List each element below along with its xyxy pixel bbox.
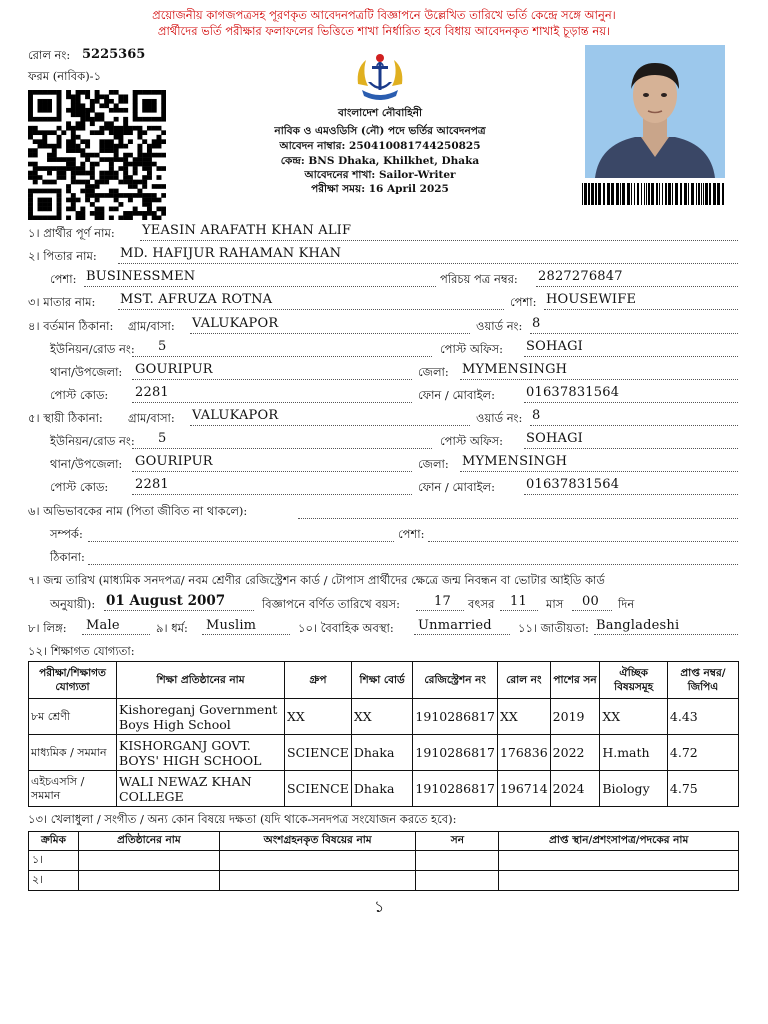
- father-profession: BUSINESSMEN: [86, 269, 196, 284]
- present-thana: GOURIPUR: [135, 362, 213, 377]
- religion: Muslim: [206, 618, 257, 633]
- table-row: [29, 871, 739, 891]
- skills-cell: [78, 851, 219, 871]
- skills-cell: [219, 871, 416, 891]
- skills-header-serial: ক্রমিক: [29, 832, 79, 851]
- present-village-label: গ্রাম/বাসা:: [128, 319, 175, 333]
- permanent-district: MYMENSINGH: [462, 454, 568, 469]
- permanent-postcode-label: পোস্ট কোড:: [50, 480, 109, 494]
- marital-status: Unmarried: [418, 618, 492, 633]
- present-union: 5: [158, 339, 167, 354]
- age-years: 17: [434, 594, 451, 609]
- edu-cell: 1910286817: [413, 699, 498, 735]
- edu-header-roll: রোল নং: [497, 662, 550, 699]
- applicant-name: YEASIN ARAFATH KHAN ALIF: [142, 223, 352, 238]
- q6-label: ৬। অভিভাবকের নাম (পিতা জীবিত না থাকলে):: [28, 504, 248, 518]
- edu-cell: 4.43: [667, 699, 738, 735]
- table-row: [29, 699, 739, 735]
- qr-code: [28, 90, 166, 220]
- nationality: Bangladeshi: [596, 618, 680, 633]
- present-village: VALUKAPOR: [192, 316, 279, 331]
- edu-header-registration: রেজিস্ট্রেশন নং: [413, 662, 498, 699]
- permanent-ward: 8: [532, 408, 541, 423]
- edu-cell: XX: [497, 699, 550, 735]
- days-label: দিন: [618, 597, 635, 611]
- edu-cell: 2019: [550, 699, 600, 735]
- edu-cell: SCIENCE: [285, 771, 352, 807]
- q2-label: ২। পিতার নাম:: [28, 249, 97, 263]
- permanent-district-label: জেলা:: [418, 457, 449, 471]
- skills-header-year: সন: [416, 832, 499, 851]
- table-row: [29, 851, 739, 871]
- date-of-birth: 01 August 2007: [106, 593, 226, 609]
- edu-cell: Dhaka: [351, 771, 413, 807]
- father-id-label: পরিচয় পত্র নম্বর:: [440, 272, 518, 286]
- skills-cell: [78, 871, 219, 891]
- barcode: [582, 183, 728, 205]
- navy-logo-icon: [352, 50, 408, 106]
- permanent-post: SOHAGI: [526, 431, 584, 446]
- edu-header-institution: শিক্ষা প্রতিষ্ঠানের নাম: [117, 662, 285, 699]
- permanent-postcode: 2281: [135, 477, 169, 492]
- nationality-label: ১১। জাতীয়তা:: [518, 621, 589, 635]
- present-ward-label: ওয়ার্ড নং:: [476, 319, 523, 333]
- page-number: ১: [374, 897, 385, 916]
- q3-label: ৩। মাতার নাম:: [28, 295, 96, 309]
- edu-cell: এইচএসসি / সমমান: [29, 771, 117, 807]
- father-profession-label: পেশা:: [50, 272, 77, 286]
- exam-center: কেন্দ্র: BNS Dhaka, Khilkhet, Dhaka: [280, 155, 480, 167]
- education-table: [28, 661, 739, 807]
- edu-cell: XX: [351, 699, 413, 735]
- edu-cell: 196714: [497, 771, 550, 807]
- table-row: [29, 771, 739, 807]
- roll-label: রোল নং:: [28, 48, 71, 62]
- present-post: SOHAGI: [526, 339, 584, 354]
- marital-label: ১০। বৈবাহিক অবস্থা:: [298, 621, 394, 635]
- table-row: [29, 735, 739, 771]
- skills-cell: ২।: [29, 871, 79, 891]
- present-ward: 8: [532, 316, 541, 331]
- present-phone: 01637831564: [526, 385, 620, 400]
- present-district: MYMENSINGH: [462, 362, 568, 377]
- q13-label: ১৩। খেলাধুলা / সংগীত / অন্য কোন বিষয়ে দক্ষতা (যদি থাকে-সনদপত্র সংযোজন করতে হবে):: [28, 812, 457, 826]
- skills-header-subject: অংশগ্রহনকৃত বিষয়ের নাম: [219, 832, 416, 851]
- permanent-thana-label: থানা/উপজেলা:: [50, 457, 123, 471]
- skills-cell: [499, 871, 739, 891]
- exam-date: পরীক্ষা সময়: 16 April 2025: [311, 183, 449, 195]
- present-district-label: জেলা:: [418, 365, 449, 379]
- edu-cell: XX: [285, 699, 352, 735]
- notice-line-1: প্রয়োজনীয় কাগজপত্রসহ পূরণকৃত আবেদনপত্রটি বিজ্ঞাপনে উল্লেখিত তারিখে ভর্তি কেন্দ্রে সঙ্গে আনুন।: [152, 8, 616, 22]
- edu-cell: Biology: [600, 771, 668, 807]
- gender-label: ৮। লিঙ্গ:: [28, 621, 67, 635]
- edu-header-exam: পরীক্ষা/শিক্ষাগত যোগ্যতা: [29, 662, 117, 699]
- edu-cell: মাধ্যমিক / সমমান: [29, 735, 117, 771]
- notice-line-2: প্রার্থীদের ভর্তি পরীক্ষার ফলাফলের ভিত্তিতে শাখা নির্ধারিত হবে বিধায় আবেদনকৃত শাখাই চূড়ান্ত নয়।: [157, 24, 611, 38]
- edu-cell: 176836: [497, 735, 550, 771]
- father-id: 2827276847: [538, 269, 623, 284]
- edu-cell: SCIENCE: [285, 735, 352, 771]
- permanent-union: 5: [158, 431, 167, 446]
- permanent-thana: GOURIPUR: [135, 454, 213, 469]
- roll-number: 5225365: [82, 47, 146, 62]
- mother-name: MST. AFRUZA ROTNA: [120, 292, 273, 307]
- edu-cell: 4.75: [667, 771, 738, 807]
- q5-label: ৫। স্থায়ী ঠিকানা:: [28, 411, 103, 425]
- permanent-phone-label: ফোন / মোবাইল:: [418, 480, 496, 494]
- father-name: MD. HAFIJUR RAHAMAN KHAN: [120, 246, 342, 261]
- religion-label: ৯। ধর্ম:: [156, 621, 188, 635]
- edu-header-year: পাশের সন: [550, 662, 600, 699]
- skills-cell: [416, 851, 499, 871]
- permanent-post-label: পোস্ট অফিস:: [440, 434, 504, 448]
- q4-label: ৪। বর্তমান ঠিকানা:: [28, 319, 114, 333]
- permanent-ward-label: ওয়ার্ড নং:: [476, 411, 523, 425]
- edu-header-optional: ঐচ্ছিক বিষয়সমূহ: [600, 662, 668, 699]
- edu-header-board: শিক্ষা বোর্ড: [351, 662, 413, 699]
- skills-cell: [219, 851, 416, 871]
- q7-label: ৭। জন্ম তারিখ (মাধ্যমিক সনদপত্র/ নবম শ্রেণীর রেজিস্ট্রেশন কার্ড / টোপাস প্রার্থীদের ক্ষেত্রে জন্ম নিবন্ধন বা ভোটার আইডি কার্ড: [28, 573, 605, 587]
- edu-header-gpa: প্রাপ্ত নম্বর/জিপিএ: [667, 662, 738, 699]
- mother-profession-label: পেশা:: [510, 295, 537, 309]
- edu-cell: 1910286817: [413, 735, 498, 771]
- q1-label: ১। প্রার্থীর পূর্ণ নাম:: [28, 226, 115, 240]
- gender: Male: [86, 618, 120, 633]
- dob-according-label: অনুযায়ী):: [50, 597, 96, 611]
- guardian-profession-label: পেশা:: [398, 527, 425, 541]
- edu-cell: 2022: [550, 735, 600, 771]
- q12-label: ১২। শিক্ষাগত যোগ্যতা:: [28, 644, 135, 658]
- age-days: 00: [582, 594, 599, 609]
- permanent-village: VALUKAPOR: [192, 408, 279, 423]
- guardian-relation-label: সম্পর্ক:: [50, 527, 83, 541]
- present-postcode: 2281: [135, 385, 169, 400]
- edu-cell: WALI NEWAZ KHAN COLLEGE: [117, 771, 285, 807]
- skills-header-achievement: প্রাপ্ত স্থান/প্রশংসাপত্র/পদকের নাম: [499, 832, 739, 851]
- age-label: বিজ্ঞাপনে বর্ণিত তারিখে বয়স:: [262, 597, 400, 611]
- edu-cell: XX: [600, 699, 668, 735]
- applicant-photo: [585, 45, 725, 178]
- edu-cell: H.math: [600, 735, 668, 771]
- edu-header-group: গ্রুপ: [285, 662, 352, 699]
- years-label: বৎসর: [468, 597, 495, 611]
- permanent-phone: 01637831564: [526, 477, 620, 492]
- mother-profession: HOUSEWIFE: [546, 292, 637, 307]
- skills-cell: [416, 871, 499, 891]
- form-label: ফরম (নাবিক)-১: [28, 69, 102, 83]
- present-phone-label: ফোন / মোবাইল:: [418, 388, 496, 402]
- months-label: মাস: [546, 597, 564, 611]
- guardian-address-label: ঠিকানা:: [50, 550, 85, 564]
- present-post-label: পোস্ট অফিস:: [440, 342, 504, 356]
- present-union-label: ইউনিয়ন/রোড নং:: [50, 342, 135, 356]
- skills-header-institution: প্রতিষ্ঠানের নাম: [78, 832, 219, 851]
- edu-cell: 1910286817: [413, 771, 498, 807]
- edu-cell: Kishoreganj Government Boys High School: [117, 699, 285, 735]
- application-number: আবেদন নাম্বার: 250410081744250825: [279, 140, 481, 152]
- age-months: 11: [510, 594, 527, 609]
- org-name: বাংলাদেশ নৌবাহিনী: [337, 107, 423, 119]
- skills-table: [28, 831, 739, 891]
- skills-cell: ১।: [29, 851, 79, 871]
- permanent-village-label: গ্রাম/বাসা:: [128, 411, 175, 425]
- edu-cell: 2024: [550, 771, 600, 807]
- edu-cell: KISHORGANJ GOVT. BOYS' HIGH SCHOOL: [117, 735, 285, 771]
- edu-cell: 4.72: [667, 735, 738, 771]
- skills-cell: [499, 851, 739, 871]
- permanent-union-label: ইউনিয়ন/রোড নং:: [50, 434, 135, 448]
- form-title: নাবিক ও এমওডিসি (নৌ) পদে ভর্তির আবেদনপত্র: [274, 125, 486, 137]
- present-postcode-label: পোস্ট কোড:: [50, 388, 109, 402]
- edu-cell: Dhaka: [351, 735, 413, 771]
- applied-branch: আবেদনের শাখা: Sailor-Writer: [304, 169, 456, 181]
- edu-cell: ৮ম শ্রেণী: [29, 699, 117, 735]
- present-thana-label: থানা/উপজেলা:: [50, 365, 123, 379]
